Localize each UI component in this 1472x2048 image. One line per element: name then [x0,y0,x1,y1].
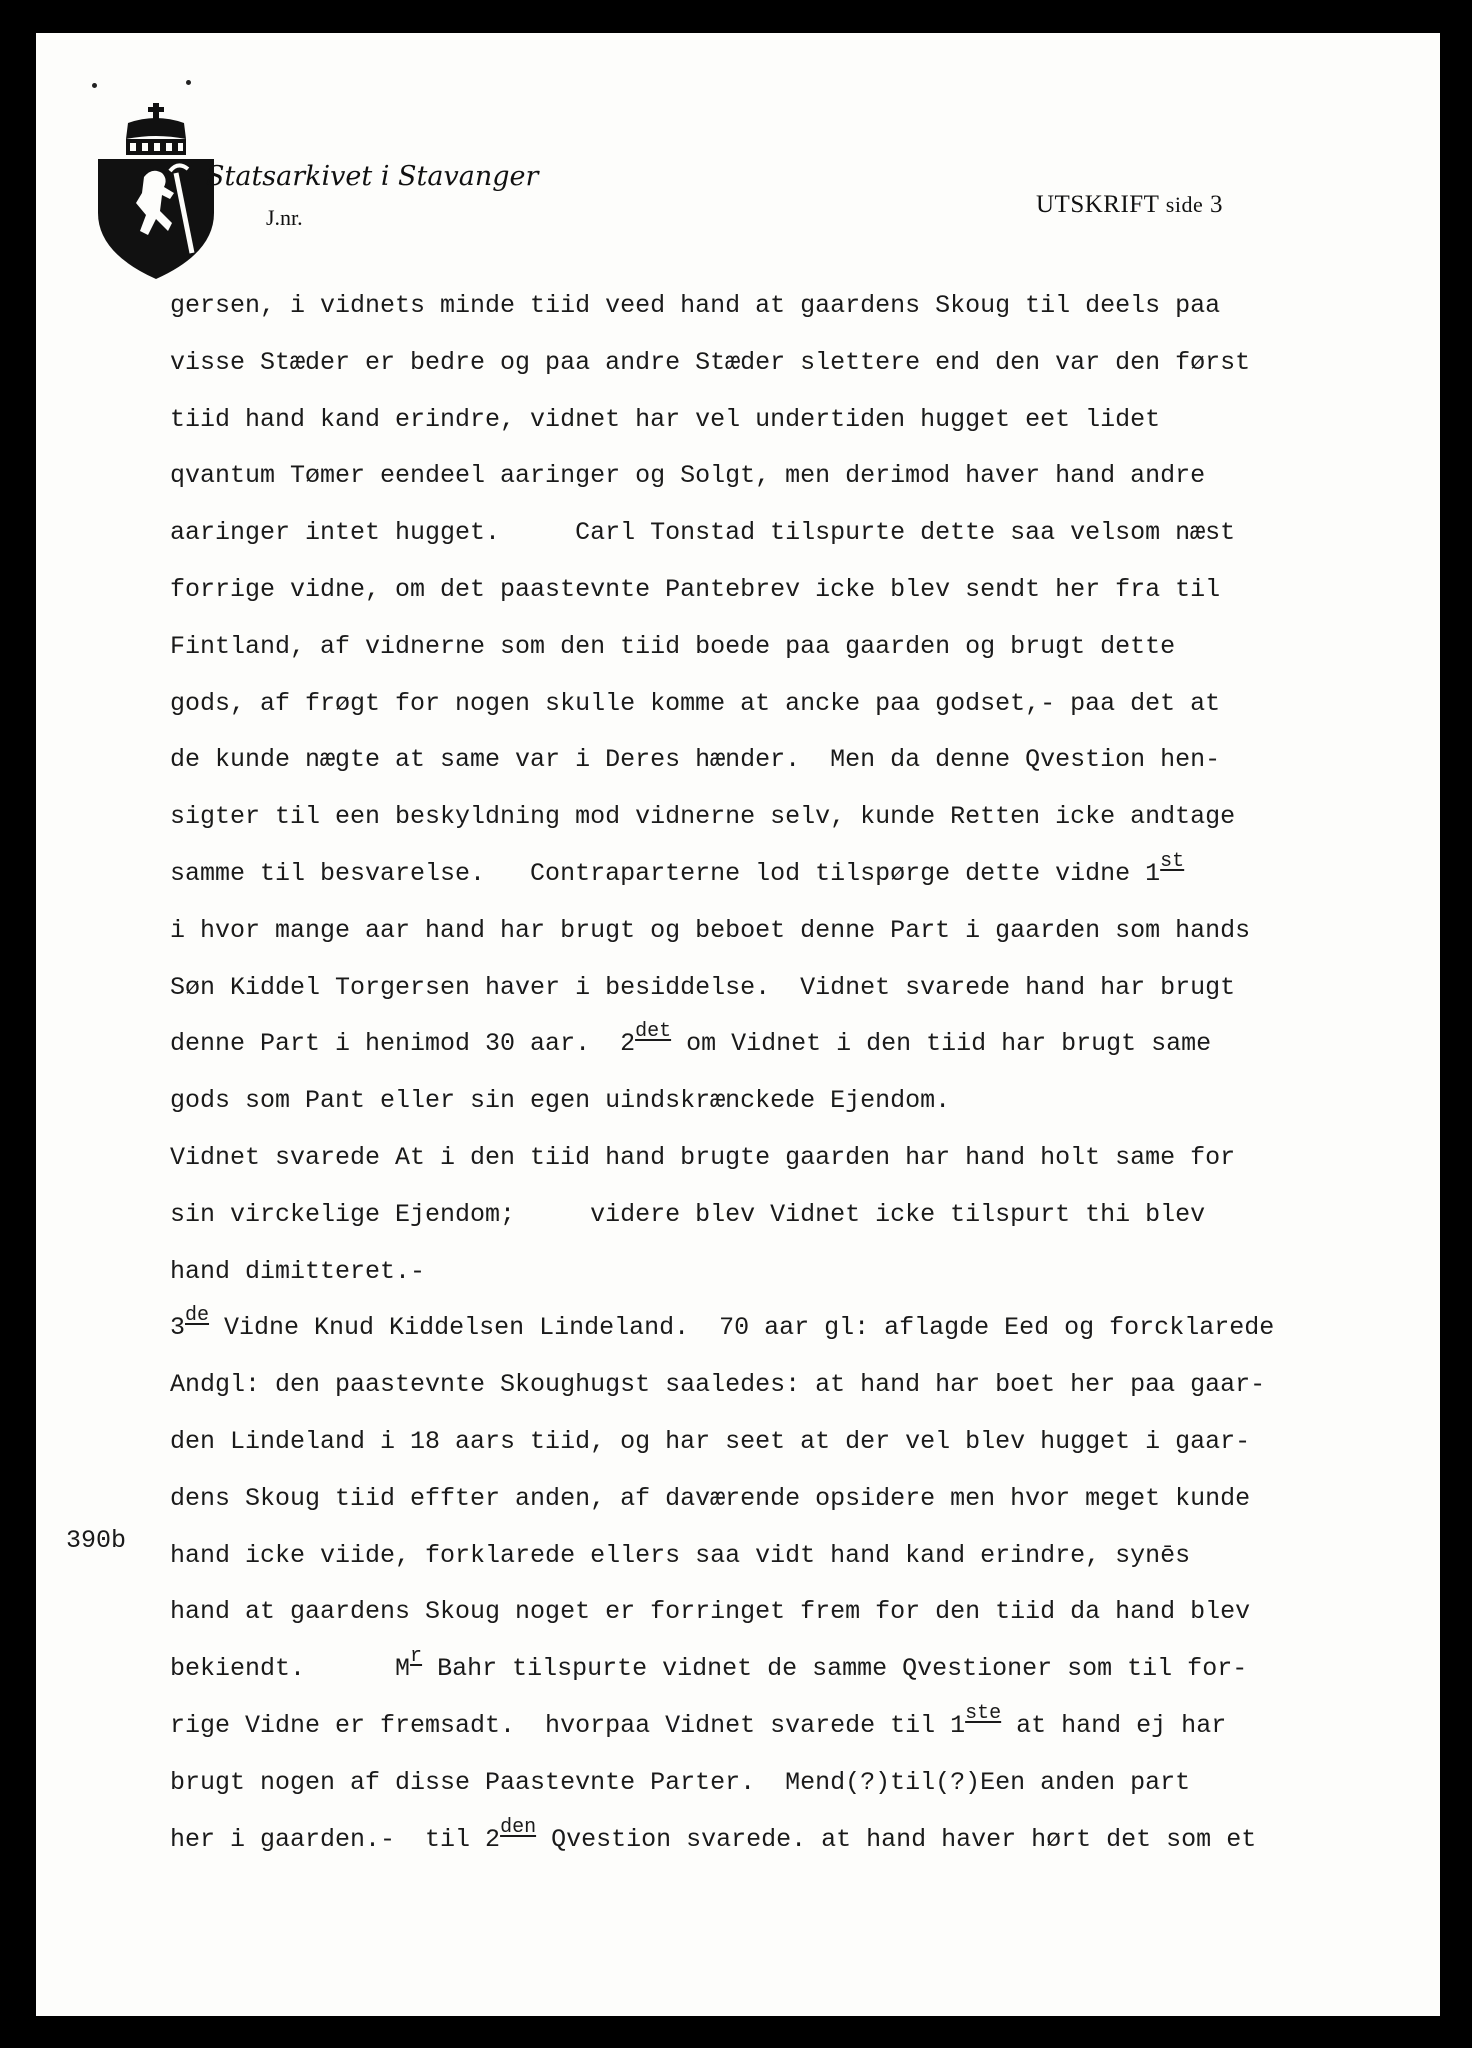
text-line [170,850,1185,891]
text-line [170,916,1250,946]
superscript-ordinal: r [410,1645,423,1669]
side-label: side [1165,192,1204,217]
line-text: de kunde nægte at same var i Deres hænder. Men da denne Qvestion hen- [170,745,1221,775]
document-page [36,33,1440,2016]
line-text: denne Part i henimod 30 aar. 2 [170,1029,636,1059]
line-text: Fintland, af vidnerne som den tiid boede paa gaarden og brugt dette [170,631,1176,661]
text-line [170,632,1175,662]
text-line [170,1086,950,1116]
superscript-ordinal: st [1160,850,1185,873]
text-line [170,291,1220,321]
line-text: aaringer intet hugget. Carl Tonstad tilspurte dette saa velsom næst [170,518,1236,548]
line-text-continued: Vidne Knud Kiddelsen Lindeland. 70 aar gl: aflagde Eed og forcklarede [209,1313,1275,1343]
line-text: i hvor mange aar hand har brugt og beboet denne Part i gaarden som hands [170,915,1251,945]
text-line [170,1304,1275,1345]
line-text: gods, af frøgt for nogen skulle komme at ancke paa godset,- paa det at [170,688,1221,718]
text-line [170,405,1160,435]
superscript-ordinal: det [635,1020,672,1044]
line-text: dens Skoug tiid effter anden, af daværende opsidere men hvor meget kunde [170,1483,1251,1513]
text-line [170,1143,1235,1173]
line-text: sigter til een beskyldning mod vidnerne selv, kunde Retten icke andtage [170,802,1236,832]
line-text: tiid hand kand erindre, vidnet har vel undertiden hugget eet lidet [170,404,1161,434]
text-line [170,1645,1248,1686]
line-text: gods som Pant eller sin egen uindskrænckede Ejendom. [170,1086,951,1116]
line-text: hand dimitteret.- [170,1256,426,1286]
text-line [170,745,1220,775]
line-text-continued: at hand ej har [1001,1711,1227,1740]
text-line [170,1200,1205,1230]
text-line [170,689,1220,719]
line-text: her i gaarden.- til 2 [170,1824,501,1854]
text-line [170,518,1235,548]
line-text-continued: Qvestion svarede. at hand haver hørt det som et [536,1824,1257,1854]
text-line [170,1815,1257,1857]
text-line [170,1541,1190,1571]
journal-number-label: J.nr. [266,205,303,230]
text-line [170,1257,425,1287]
line-text: 3 [170,1313,186,1343]
line-text: hand at gaardens Skoug noget er forringet frem for den tiid da hand blev [170,1597,1251,1627]
line-text: Søn Kiddel Torgersen haver i besiddelse. Vidnet svarede hand har brugt [170,972,1236,1002]
line-text: forrige vidne, om det paastevnte Pantebrev icke blev sendt her fra til [170,575,1221,604]
text-line [170,1484,1250,1514]
line-text: gersen, i vidnets minde tiid veed hand at gaardens Skoug til deels paa [170,291,1221,320]
speck-mark [186,80,191,85]
superscript-ordinal: ste [965,1702,1002,1725]
page-header [1036,191,1223,219]
superscript-ordinal: de [185,1304,210,1328]
text-line [170,1020,1212,1061]
text-line [170,1768,1190,1798]
norwegian-coat-of-arms-icon [96,103,216,279]
text-line [170,348,1250,378]
line-text: Andgl: den paastevnte Skoughugst saaledes: at hand har boet her paa gaar- [170,1370,1266,1400]
text-line [170,1427,1250,1457]
text-line [170,973,1235,1003]
line-text: samme til besvarelse. Contraparterne lod tilspørge dette vidne 1 [170,859,1161,888]
line-text: hand icke viide, forklarede ellers saa vidt hand kand erindre, synēs [170,1540,1191,1570]
page-number: 3 [1209,191,1223,218]
text-line [170,1597,1250,1627]
speck-mark [92,83,97,88]
superscript-ordinal: den [500,1815,537,1839]
text-line [170,1702,1227,1743]
line-text: sin virckelige Ejendom; videre blev Vidnet icke tilspurt thi blev [170,1199,1206,1229]
line-text-continued: om Vidnet i den tiid har brugt same [671,1029,1212,1059]
line-text: rige Vidne er fremsadt. hvorpaa Vidnet svarede til 1 [170,1711,966,1740]
line-text: qvantum Tømer eendeel aaringer og Solgt, men derimod haver hand andre [170,461,1206,491]
line-text: den Lindeland i 18 aars tiid, og har seet at der vel blev hugget i gaar- [170,1427,1251,1456]
line-text: bekiendt. M [170,1654,411,1684]
archive-name: Statsarkivet i Stavanger [206,161,539,192]
text-line [170,575,1220,605]
line-text: Vidnet svarede At i den tiid hand brugte gaarden har hand holt same for [170,1143,1236,1172]
line-text: brugt nogen af disse Paastevnte Parter. Mend(?)til(?)Een anden part [170,1767,1191,1797]
text-line [170,461,1205,491]
utskrift-label: UTSKRIFT [1036,191,1160,218]
text-line [170,1370,1265,1400]
line-text-continued: Bahr tilspurte vidnet de samme Qvestioner som til for- [422,1654,1248,1684]
line-text: visse Stæder er bedre og paa andre Stæder slettere end den var den først [170,347,1251,377]
text-line [170,802,1235,832]
margin-folio-note: 390b [66,1526,127,1555]
